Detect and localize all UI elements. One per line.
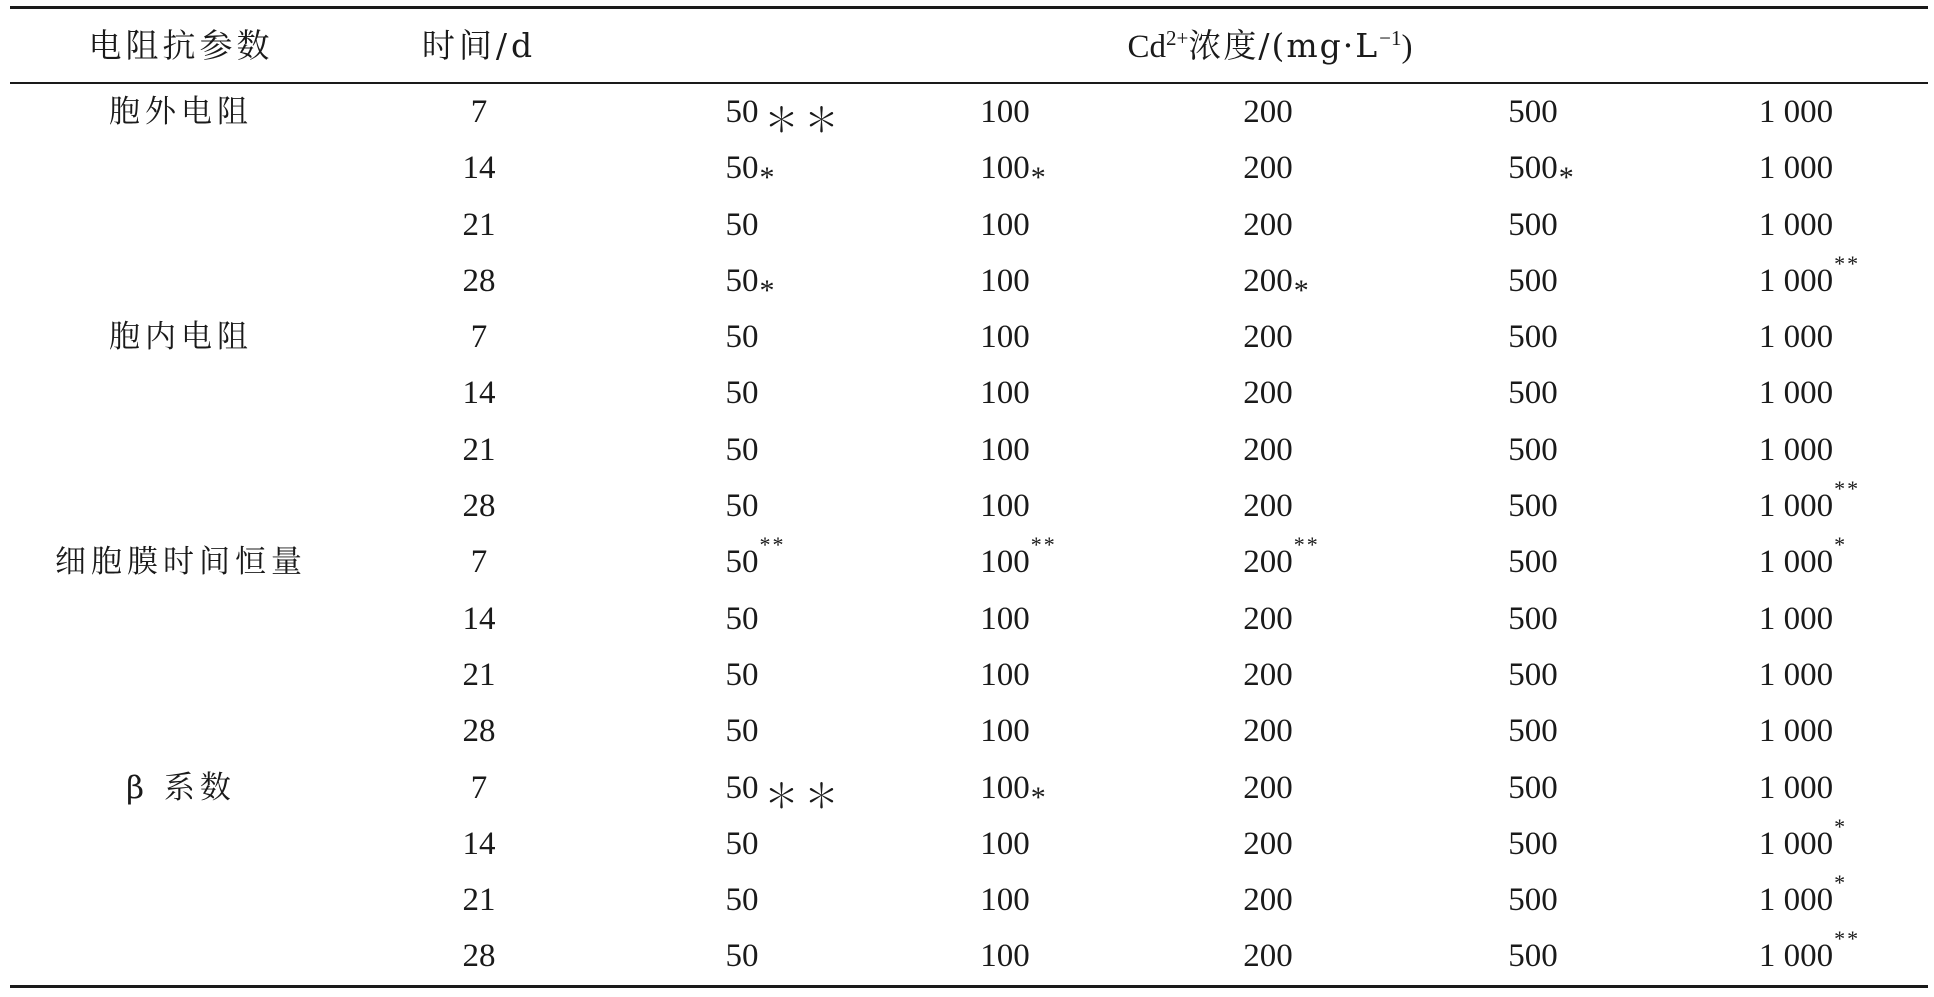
cell-value: 500 xyxy=(1508,319,1558,356)
table-row xyxy=(0,140,1934,196)
concentration-cell xyxy=(1508,928,1558,984)
concentration-cell xyxy=(1759,703,1833,759)
cell-value: 200 xyxy=(1243,825,1293,862)
cell-value: 1 000 xyxy=(1758,319,1834,356)
table-top-rule xyxy=(10,6,1928,9)
cell-value: 100 ** xyxy=(980,532,1057,581)
concentration-cell xyxy=(1508,760,1558,816)
concentration-cell xyxy=(1243,647,1293,703)
table-row xyxy=(0,197,1934,253)
header-conc-sup: 2+ xyxy=(1166,26,1189,50)
cell-value: 200 xyxy=(1243,938,1293,975)
concentration-cell xyxy=(1508,534,1558,590)
concentration-cell xyxy=(1508,140,1576,196)
cell-value: 50 xyxy=(725,600,759,637)
cell-value: 50 xyxy=(725,938,759,975)
significance-mark: * xyxy=(1834,532,1848,558)
concentration-cell xyxy=(1508,703,1558,759)
row-time: 28 xyxy=(462,938,496,975)
concentration-cell xyxy=(726,309,759,365)
table-row xyxy=(0,591,1934,647)
row-param: 胞外电阻 xyxy=(109,94,253,130)
significance-mark: ** xyxy=(1030,532,1057,558)
significance-mark: ** xyxy=(1834,476,1861,502)
concentration-cell xyxy=(1508,816,1558,872)
cell-value: 1 000 xyxy=(1758,769,1834,806)
row-time: 7 xyxy=(470,769,488,806)
cell-value: 500 xyxy=(1508,656,1558,693)
significance-mark: * xyxy=(1293,273,1311,307)
concentration-cell xyxy=(980,532,1057,590)
concentration-cell xyxy=(725,140,777,196)
cell-value: 50 * xyxy=(726,150,759,186)
row-time: 28 xyxy=(462,713,496,750)
significance-mark: ** xyxy=(1834,926,1861,952)
header-time-text: 时间/d xyxy=(421,26,537,65)
concentration-cell xyxy=(1758,926,1861,984)
row-time: 21 xyxy=(462,431,496,468)
significance-mark: * xyxy=(1558,161,1576,195)
cell-value: 100 xyxy=(980,600,1030,637)
table-body xyxy=(0,84,1934,985)
concentration-cell xyxy=(1508,647,1558,703)
concentration-cell xyxy=(726,816,759,872)
row-time: 21 xyxy=(462,656,496,693)
concentration-cell xyxy=(726,197,759,253)
header-time xyxy=(422,24,536,68)
concentration-cell xyxy=(1243,591,1293,647)
cell-value: 50 xyxy=(725,656,759,693)
cell-value: 200 xyxy=(1243,375,1293,412)
concentration-cell xyxy=(980,365,1030,421)
concentration-cell xyxy=(1758,813,1848,872)
row-time: 14 xyxy=(462,600,496,637)
table-row xyxy=(0,478,1934,534)
cell-value: 50 ＊＊ xyxy=(726,770,759,806)
table-row xyxy=(0,872,1934,928)
cell-value: 100 xyxy=(980,431,1030,468)
cell-value: 50 xyxy=(725,375,759,412)
cell-value: 100 xyxy=(980,319,1030,356)
concentration-cell xyxy=(980,197,1030,253)
cell-value: 50 xyxy=(725,206,759,243)
table-row xyxy=(0,365,1934,421)
cell-value: 1 000 xyxy=(1758,375,1834,412)
row-time: 7 xyxy=(470,319,488,356)
cell-value: 1 000 xyxy=(1758,713,1834,750)
significance-mark: ** xyxy=(759,532,786,558)
concentration-cell xyxy=(1759,591,1833,647)
header-conc-prefix: Cd xyxy=(1127,29,1166,65)
table-row xyxy=(0,703,1934,759)
concentration-cell xyxy=(1243,816,1293,872)
concentration-cell xyxy=(1508,253,1558,309)
cell-value: 50 xyxy=(725,713,759,750)
cell-value: 50 xyxy=(725,488,759,525)
header-conc-unit-sup: −1 xyxy=(1379,26,1402,50)
concentration-cell xyxy=(1508,872,1558,928)
table-row xyxy=(0,928,1934,984)
header-concentration xyxy=(1127,24,1412,68)
significance-mark: * xyxy=(759,161,777,195)
concentration-cell xyxy=(1758,532,1848,590)
significance-mark: ＊＊ xyxy=(764,778,845,816)
cell-value: 500 xyxy=(1508,375,1558,412)
concentration-cell xyxy=(980,253,1030,309)
row-time: 7 xyxy=(470,94,488,130)
cell-value: 50 xyxy=(725,825,759,862)
cell-value: 500 xyxy=(1508,825,1558,862)
cell-value: 200 xyxy=(1243,882,1293,919)
cell-value: 500 xyxy=(1508,431,1558,468)
cell-value: 500 xyxy=(1508,488,1558,525)
concentration-cell xyxy=(726,591,759,647)
concentration-cell xyxy=(725,760,845,816)
cell-value: 1 000 xyxy=(1758,600,1834,637)
cell-value: 50 ＊＊ xyxy=(726,94,759,130)
concentration-cell xyxy=(1243,422,1293,478)
table-row xyxy=(0,250,1934,309)
concentration-cell xyxy=(726,422,759,478)
concentration-cell xyxy=(1759,197,1833,253)
cell-value: 500 xyxy=(1508,544,1558,581)
cell-value: 500 xyxy=(1508,94,1558,130)
concentration-cell xyxy=(1243,84,1293,140)
cell-value: 1 000 xyxy=(1758,656,1834,693)
table-row xyxy=(0,647,1934,703)
concentration-cell xyxy=(1243,928,1293,984)
concentration-cell xyxy=(1759,647,1833,703)
cell-value: 1 000 * xyxy=(1758,813,1848,862)
concentration-cell xyxy=(1759,365,1833,421)
cell-value: 100 xyxy=(980,938,1030,975)
cell-value: 100 xyxy=(980,206,1030,243)
cell-value: 200 xyxy=(1243,656,1293,693)
concentration-cell xyxy=(1508,84,1558,140)
table-row xyxy=(0,422,1934,478)
row-time: 14 xyxy=(462,150,496,187)
cell-value: 100 xyxy=(980,825,1030,862)
row-time: 21 xyxy=(462,882,496,919)
row-time: 28 xyxy=(462,488,496,525)
concentration-cell xyxy=(726,647,759,703)
concentration-cell xyxy=(726,703,759,759)
row-param: β 系数 xyxy=(126,769,236,806)
cell-value: 200 xyxy=(1243,488,1293,525)
concentration-cell xyxy=(980,928,1030,984)
concentration-cell xyxy=(1243,478,1293,534)
table-row xyxy=(0,813,1934,872)
row-time: 7 xyxy=(470,544,488,581)
concentration-cell xyxy=(1243,253,1311,309)
cell-value: 100 * xyxy=(980,150,1030,186)
header-conc-mid: 浓度/(mg·L xyxy=(1188,26,1380,65)
concentration-cell xyxy=(1243,365,1293,421)
cell-value: 1 000 ** xyxy=(1758,926,1861,975)
concentration-cell xyxy=(726,365,759,421)
concentration-cell xyxy=(1758,250,1861,309)
row-time: 28 xyxy=(462,262,496,299)
cell-value: 500 xyxy=(1508,938,1558,975)
concentration-cell xyxy=(1508,365,1558,421)
significance-mark: * xyxy=(1834,813,1848,839)
concentration-cell xyxy=(1508,591,1558,647)
cell-value: 100 xyxy=(980,488,1030,525)
cell-value: 200 xyxy=(1243,769,1293,806)
cell-value: 200 xyxy=(1243,319,1293,356)
cell-value: 50 xyxy=(725,882,759,919)
concentration-cell xyxy=(725,253,777,309)
concentration-cell xyxy=(1759,309,1833,365)
cell-value: 200 xyxy=(1243,206,1293,243)
concentration-cell xyxy=(1508,422,1558,478)
cell-value: 500 xyxy=(1508,769,1558,806)
concentration-cell xyxy=(1243,703,1293,759)
concentration-cell xyxy=(980,872,1030,928)
significance-mark: ** xyxy=(1293,532,1320,558)
cell-value: 500 xyxy=(1508,713,1558,750)
cell-value: 200 xyxy=(1243,600,1293,637)
cell-value: 200 xyxy=(1243,150,1293,187)
concentration-cell xyxy=(1243,872,1293,928)
concentration-cell xyxy=(1759,760,1833,816)
table-row xyxy=(0,84,1934,140)
cell-value: 1 000 * xyxy=(1758,532,1848,581)
cell-value: 100 xyxy=(980,713,1030,750)
concentration-cell xyxy=(726,478,759,534)
table-bottom-rule xyxy=(10,985,1928,988)
cell-value: 200 xyxy=(1243,431,1293,468)
concentration-cell xyxy=(1759,422,1833,478)
cell-value: 200 ** xyxy=(1243,532,1320,581)
cell-value: 1 000 ** xyxy=(1758,476,1861,525)
concentration-cell xyxy=(980,591,1030,647)
cell-value: 50 xyxy=(725,319,759,356)
concentration-cell xyxy=(980,422,1030,478)
cell-value: 1 000 xyxy=(1758,94,1834,130)
cell-value: 50 * xyxy=(726,263,759,299)
row-time: 14 xyxy=(462,825,496,862)
concentration-cell xyxy=(1759,140,1833,196)
significance-mark: * xyxy=(759,273,777,307)
concentration-cell xyxy=(725,532,786,590)
significance-mark: * xyxy=(1030,780,1048,814)
concentration-cell xyxy=(1758,476,1861,534)
cell-value: 100 xyxy=(980,375,1030,412)
cell-value: 50 ** xyxy=(725,532,786,581)
cell-value: 500 xyxy=(1508,600,1558,637)
concentration-cell xyxy=(1508,309,1558,365)
header-param: 电阻抗参数 xyxy=(88,26,274,65)
cell-value: 1 000 xyxy=(1758,431,1834,468)
cell-value: 100 xyxy=(980,882,1030,919)
significance-mark: * xyxy=(1030,161,1048,195)
concentration-cell xyxy=(980,647,1030,703)
concentration-cell xyxy=(980,760,1048,816)
cell-value: 1 000 xyxy=(1758,206,1834,243)
concentration-cell xyxy=(725,84,845,140)
cell-value: 200 xyxy=(1243,713,1293,750)
concentration-cell xyxy=(980,703,1030,759)
cell-value: 200 xyxy=(1243,94,1293,130)
cell-value: 200 * xyxy=(1243,263,1293,299)
concentration-cell xyxy=(1243,532,1320,590)
concentration-cell xyxy=(726,928,759,984)
table-row xyxy=(0,309,1934,365)
concentration-cell xyxy=(1758,870,1848,928)
row-param: 胞内电阻 xyxy=(109,319,253,356)
row-param: 细胞膜时间恒量 xyxy=(55,544,307,581)
concentration-cell xyxy=(1243,760,1293,816)
concentration-cell xyxy=(980,816,1030,872)
concentration-cell xyxy=(980,309,1030,365)
cell-value: 500 xyxy=(1508,882,1558,919)
cell-value: 1 000 * xyxy=(1758,870,1848,919)
cell-value: 100 xyxy=(980,94,1030,130)
table-row xyxy=(0,760,1934,816)
cell-value: 500 xyxy=(1508,262,1558,299)
significance-mark: * xyxy=(1834,870,1848,896)
concentration-cell xyxy=(980,478,1030,534)
concentration-cell xyxy=(1243,309,1293,365)
concentration-cell xyxy=(1508,478,1558,534)
cell-value: 50 xyxy=(725,431,759,468)
significance-mark: ＊＊ xyxy=(764,103,845,140)
significance-mark: ** xyxy=(1834,250,1861,276)
cell-value: 100 * xyxy=(980,770,1030,806)
cell-value: 500 * xyxy=(1508,150,1558,186)
concentration-cell xyxy=(1243,140,1293,196)
concentration-cell xyxy=(980,140,1048,196)
concentration-cell xyxy=(980,84,1030,140)
concentration-cell xyxy=(1508,197,1558,253)
concentration-cell xyxy=(1759,84,1833,140)
cell-value: 1 000 ** xyxy=(1758,250,1861,299)
concentration-cell xyxy=(1243,197,1293,253)
concentration-cell xyxy=(726,872,759,928)
cell-value: 100 xyxy=(980,262,1030,299)
cell-value: 1 000 xyxy=(1758,150,1834,187)
header-conc-suffix: ) xyxy=(1401,29,1413,65)
cell-value: 100 xyxy=(980,656,1030,693)
row-time: 14 xyxy=(462,375,496,412)
cell-value: 500 xyxy=(1508,206,1558,243)
table-row xyxy=(0,534,1934,590)
row-time: 21 xyxy=(462,206,496,243)
